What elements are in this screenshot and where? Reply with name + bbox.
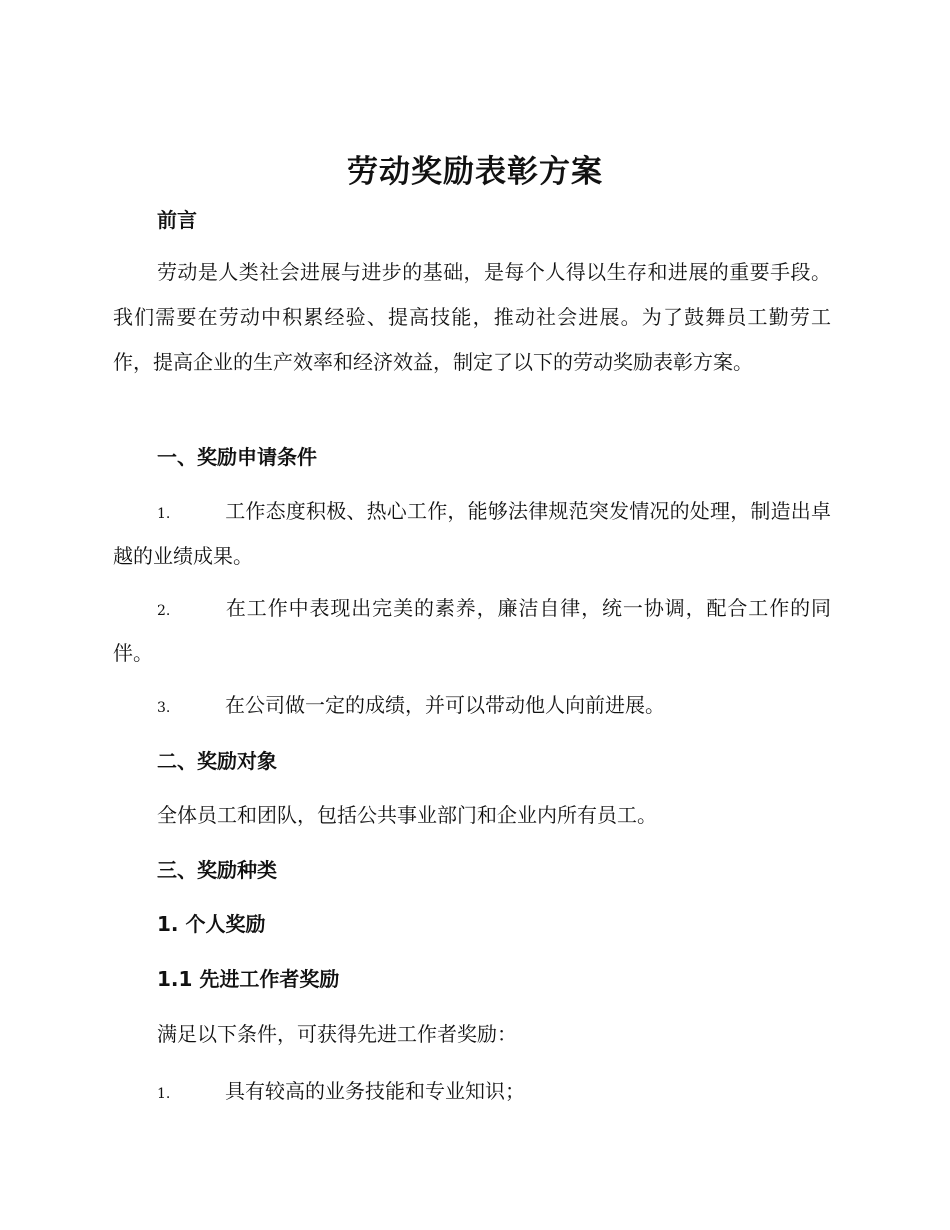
list-item (113, 587, 831, 674)
list-item-number: 2. (157, 603, 171, 619)
document-title: 劳动奖励表彰方案 (347, 154, 603, 190)
list-item-number: 1. (157, 506, 171, 522)
section-heading-conditions: 一、奖励申请条件 (157, 445, 317, 469)
list-item-text: 在公司做一定的成绩，并可以带动他人向前进展。 (225, 693, 665, 717)
list-item-text: 工作态度积极、热心工作，能够法律规范突发情况的处理，制造出卓越的业绩成果。 (113, 499, 831, 568)
section-heading-targets: 二、奖励对象 (157, 749, 277, 773)
targets-text: 全体员工和团队，包括公共事业部门和企业内所有员工。 (157, 803, 657, 827)
list-item-number: 3. (157, 700, 171, 716)
list-item-number: 1. (157, 1086, 171, 1102)
section-heading-types: 三、奖励种类 (157, 858, 277, 882)
preface-heading: 前言 (157, 208, 197, 232)
subheading-advanced-worker-award: 1.1 先进工作者奖励 (157, 967, 340, 991)
list-item (113, 1070, 831, 1115)
preface-paragraph: 劳动是人类社会进展与进步的基础，是每个人得以生存和进展的重要手段。我们需要在劳动中积累经验、提高技能，推动社会进展。为了鼓舞员工勤劳工作，提高企业的生产效率和经济效益，制定了以下的劳动奖励表彰方案。 (113, 260, 831, 374)
list-item-text: 在工作中表现出完美的素养，廉洁自律，统一协调，配合工作的同伴。 (113, 596, 831, 665)
list-item-text: 具有较高的业务技能和专业知识； (225, 1079, 525, 1103)
list-item (113, 684, 831, 729)
subheading-individual-award: 1. 个人奖励 (157, 912, 266, 936)
advanced-worker-intro: 满足以下条件，可获得先进工作者奖励： (157, 1022, 517, 1046)
list-item (113, 490, 831, 577)
